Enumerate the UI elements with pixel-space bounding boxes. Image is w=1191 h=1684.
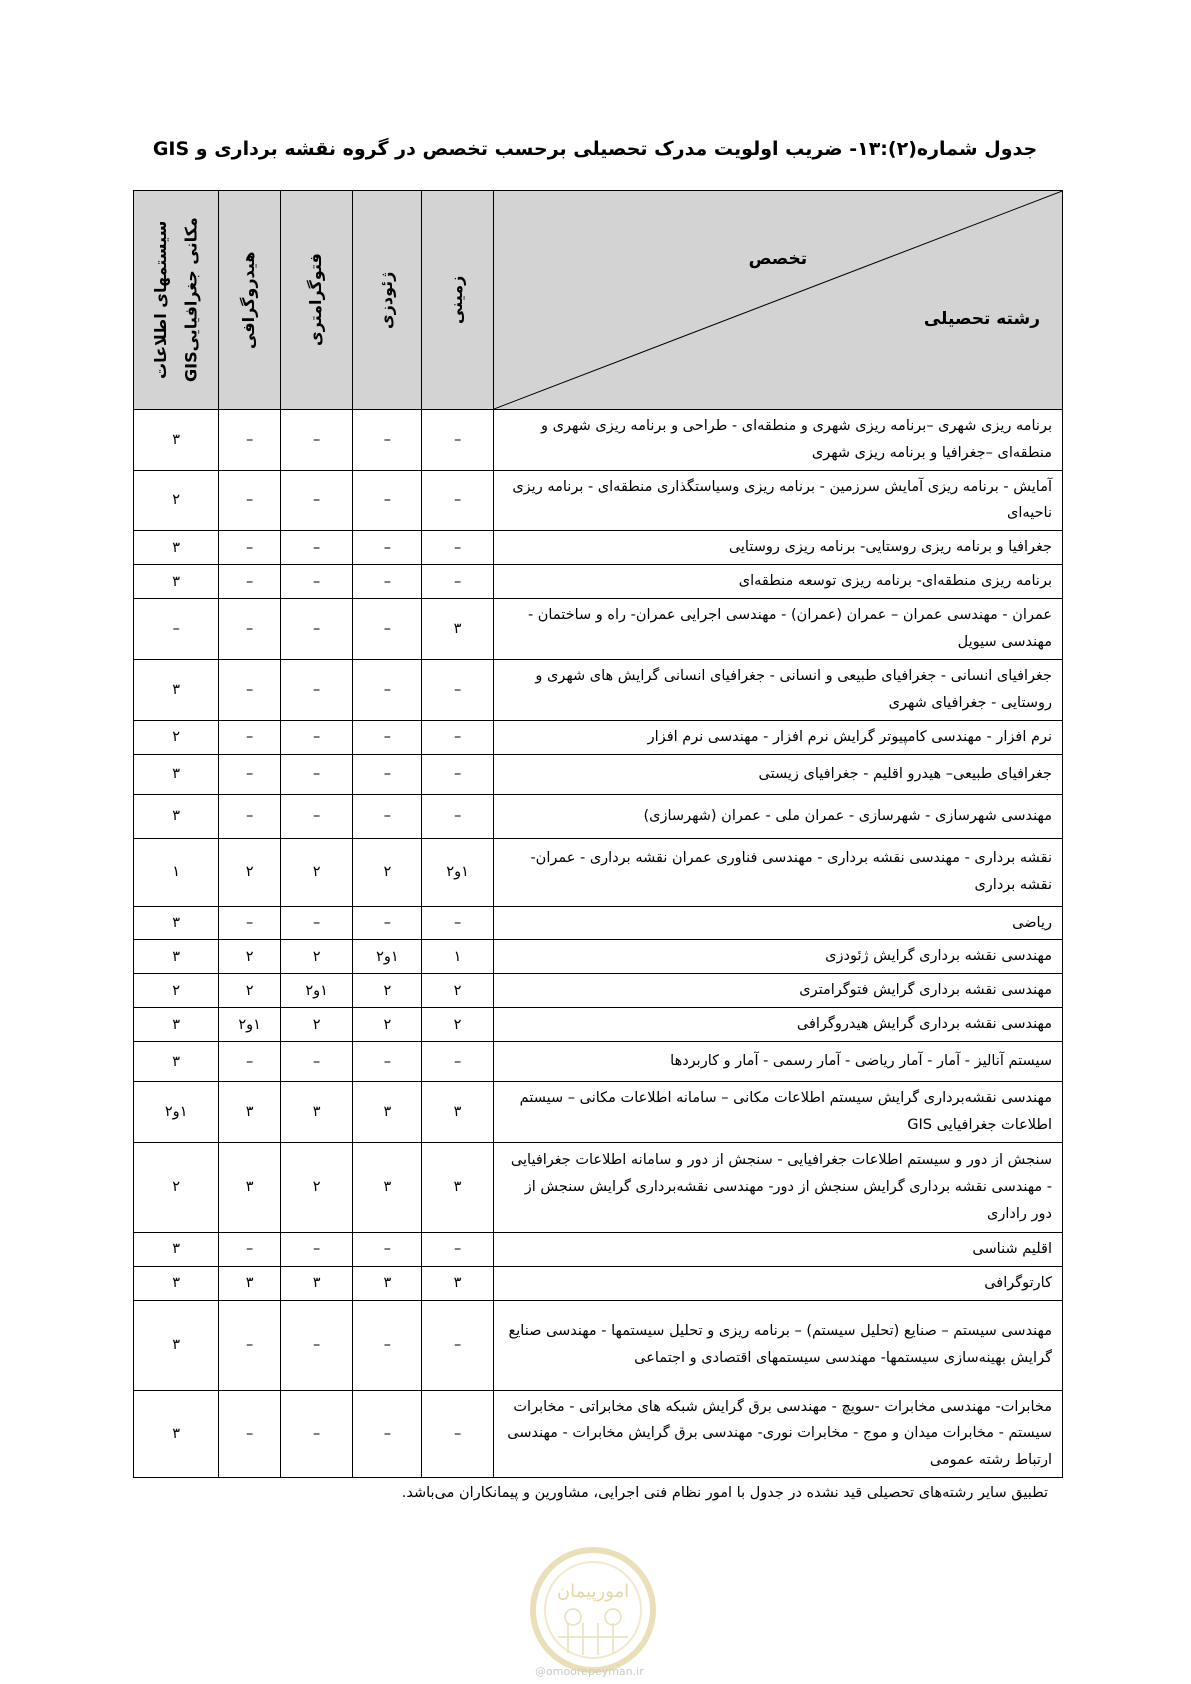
coefficient-table (133, 190, 1063, 1478)
coefficient-cell: ۲ (219, 838, 281, 906)
table-row (134, 1082, 1063, 1143)
coefficient-cell: – (219, 1300, 281, 1390)
table-row (134, 1042, 1063, 1082)
coefficient-cell: ۱و۲ (134, 1082, 219, 1143)
coefficient-cell: ۲ (422, 974, 493, 1008)
coefficient-cell: ۳ (134, 754, 219, 794)
coefficient-cell: ۳ (422, 599, 493, 660)
coefficient-cell: – (422, 1300, 493, 1390)
coefficient-cell: ۳ (280, 1082, 352, 1143)
table-row (134, 754, 1063, 794)
coefficient-cell: – (422, 565, 493, 599)
coefficient-cell: – (422, 1390, 493, 1477)
coefficient-cell: – (422, 1232, 493, 1266)
table-row (134, 838, 1063, 906)
coefficient-cell: – (353, 906, 422, 940)
coefficient-cell: ۳ (134, 531, 219, 565)
table-row (134, 1008, 1063, 1042)
coefficient-cell: ۱ (422, 940, 493, 974)
coefficient-cell: – (219, 531, 281, 565)
field-name-cell: اقلیم شناسی (493, 1232, 1062, 1266)
coefficient-cell: ۲ (353, 838, 422, 906)
column-header-zamini: زمینی (422, 191, 493, 410)
coefficient-cell: – (219, 754, 281, 794)
coefficient-cell: ۱و۲ (219, 1008, 281, 1042)
coefficient-cell: ۱و۲ (422, 838, 493, 906)
coefficient-cell: – (280, 599, 352, 660)
header-corner-cell (493, 191, 1062, 410)
svg-text:امورپیمان: امورپیمان (556, 1581, 630, 1602)
coefficient-cell: – (422, 720, 493, 754)
coefficient-cell: – (280, 720, 352, 754)
table-row (134, 720, 1063, 754)
column-header-geodesy: ژئودزی (353, 191, 422, 410)
column-header-gis: سیستمهای اطلاعات مکانی جغرافیاییGIS (134, 191, 219, 410)
coefficient-cell: – (353, 1042, 422, 1082)
coefficient-cell: – (353, 599, 422, 660)
coefficient-cell: ۳ (422, 1142, 493, 1232)
coefficient-cell: – (353, 470, 422, 531)
coefficient-cell: – (280, 1232, 352, 1266)
table-row (134, 659, 1063, 720)
coefficient-cell: – (353, 531, 422, 565)
coefficient-cell: – (280, 531, 352, 565)
coefficient-cell: ۲ (134, 1142, 219, 1232)
coefficient-cell: – (422, 906, 493, 940)
header-specialty: تخصص (748, 249, 808, 269)
table-row (134, 410, 1063, 471)
column-header-photogrammetry: فتوگرامتری (280, 191, 352, 410)
table-row (134, 1232, 1063, 1266)
coefficient-cell: – (353, 720, 422, 754)
table-row (134, 1300, 1063, 1390)
coefficient-cell: ۳ (353, 1142, 422, 1232)
field-name-cell: مهندسی شهرسازی - شهرسازی - عمران ملی - عمران (شهرسازی) (493, 794, 1062, 838)
field-name-cell: مهندسی نقشه برداری گرایش فتوگرامتری (493, 974, 1062, 1008)
coefficient-cell: ۲ (280, 838, 352, 906)
coefficient-cell: ۲ (280, 1142, 352, 1232)
field-name-cell: عمران - مهندسی عمران – عمران (عمران) - مهندسی اجرایی عمران- راه و ساختمان - مهندسی سیویل (493, 599, 1062, 660)
coefficient-cell: – (353, 1300, 422, 1390)
field-name-cell: کارتوگرافی (493, 1266, 1062, 1300)
coefficient-cell: ۲ (134, 720, 219, 754)
coefficient-cell: – (219, 410, 281, 471)
coefficient-cell: ۱و۲ (280, 974, 352, 1008)
coefficient-cell: ۳ (353, 1266, 422, 1300)
diagonal-divider (494, 191, 1062, 409)
coefficient-cell: – (219, 659, 281, 720)
coefficient-cell: ۲ (134, 470, 219, 531)
field-name-cell: مهندسی سیستم – صنایع (تحلیل سیستم) – برنامه ریزی و تحلیل سیستمها - مهندسی صنایع گرایش بهینه‌سازی سیستمها- مهندسی سیستمهای اقتصادی و اجتماعی (493, 1300, 1062, 1390)
coefficient-cell: – (280, 906, 352, 940)
coefficient-cell: ۳ (280, 1266, 352, 1300)
coefficient-cell: ۳ (134, 1390, 219, 1477)
field-name-cell: برنامه ریزی شهری –برنامه ریزی شهری و منطقه‌ای - طراحی و برنامه ریزی شهری و منطقه‌ای –جغرافیا و برنامه ریزی شهری (493, 410, 1062, 471)
table-row (134, 531, 1063, 565)
coefficient-cell: – (353, 754, 422, 794)
coefficient-cell: – (219, 1390, 281, 1477)
coefficient-cell: – (219, 1042, 281, 1082)
coefficient-cell: ۲ (280, 1008, 352, 1042)
coefficient-cell: – (353, 1390, 422, 1477)
watermark-handle: @omoorepeyman.ir (535, 1665, 644, 1678)
table-row (134, 1266, 1063, 1300)
coefficient-cell: – (219, 599, 281, 660)
field-name-cell: مهندسی نقشه برداری گرایش هیدروگرافی (493, 1008, 1062, 1042)
coefficient-cell: – (219, 565, 281, 599)
field-name-cell: جغرافیا و برنامه ریزی روستایی- برنامه ریزی روستایی (493, 531, 1062, 565)
coefficient-cell: ۲ (353, 974, 422, 1008)
coefficient-cell: – (219, 470, 281, 531)
table-header-row (134, 191, 1063, 410)
field-name-cell: آمایش - برنامه ریزی آمایش سرزمین - برنامه ریزی وسیاستگذاری منطقه‌ای - برنامه ریزی ناحیه‌ای (493, 470, 1062, 531)
coefficient-cell: – (422, 410, 493, 471)
table-row (134, 794, 1063, 838)
field-name-cell: سنجش از دور و سیستم اطلاعات جغرافیایی - سنجش از دور و سامانه اطلاعات جغرافیایی - مهندسی نقشه برداری گرایش سنجش از دور- مهندسی نقشه‌برداری گرایش سنجش از دور راداری (493, 1142, 1062, 1232)
coefficient-cell: ۳ (134, 794, 219, 838)
coefficient-cell: ۳ (134, 1300, 219, 1390)
coefficient-cell: – (353, 794, 422, 838)
table-row (134, 940, 1063, 974)
coefficient-cell: – (353, 1232, 422, 1266)
coefficient-cell: – (280, 659, 352, 720)
coefficient-cell: ۲ (422, 1008, 493, 1042)
coefficient-cell: ۳ (353, 1082, 422, 1143)
table-row (134, 974, 1063, 1008)
coefficient-cell: – (353, 410, 422, 471)
table-row (134, 470, 1063, 531)
coefficient-cell: – (219, 1232, 281, 1266)
field-name-cell: نقشه برداری - مهندسی نقشه برداری - مهندسی فناوری عمران نقشه برداری - عمران-نقشه برداری (493, 838, 1062, 906)
coefficient-cell: ۳ (134, 1042, 219, 1082)
field-name-cell: جغرافیای طبیعی– هیدرو اقلیم - جغرافیای زیستی (493, 754, 1062, 794)
coefficient-cell: ۳ (134, 1266, 219, 1300)
coefficient-cell: – (134, 599, 219, 660)
coefficient-cell: – (422, 794, 493, 838)
coefficient-cell: ۳ (134, 1232, 219, 1266)
seal-logo-icon (528, 1545, 658, 1675)
coefficient-cell: ۳ (422, 1266, 493, 1300)
coefficient-cell: – (422, 659, 493, 720)
field-name-cell: مهندسی نقشه‌برداری گرایش سیستم اطلاعات مکانی – سامانه اطلاعات مکانی – سیستم اطلاعات جغرافیایی GIS (493, 1082, 1062, 1143)
coefficient-cell: – (219, 720, 281, 754)
coefficient-cell: – (219, 906, 281, 940)
coefficient-cell: ۳ (422, 1082, 493, 1143)
coefficient-cell: – (280, 754, 352, 794)
table-row (134, 599, 1063, 660)
field-name-cell: برنامه ریزی منطقه‌ای- برنامه ریزی توسعه منطقه‌ای (493, 565, 1062, 599)
coefficient-cell: ۳ (134, 565, 219, 599)
coefficient-cell: ۳ (219, 1266, 281, 1300)
coefficient-cell: ۳ (134, 410, 219, 471)
coefficient-cell: – (422, 754, 493, 794)
coefficient-cell: – (280, 565, 352, 599)
coefficient-cell: ۱و۲ (353, 940, 422, 974)
coefficient-cell: – (280, 1390, 352, 1477)
field-name-cell: نرم افزار - مهندسی کامپیوتر گرایش نرم افزار - مهندسی نرم افزار (493, 720, 1062, 754)
coefficient-cell: – (422, 531, 493, 565)
field-name-cell: جغرافیای انسانی - جغرافیای طبیعی و انسانی - جغرافیای انسانی گرایش های شهری و روستایی - جغرافیای شهری (493, 659, 1062, 720)
coefficient-cell: – (422, 1042, 493, 1082)
coefficient-cell: ۲ (219, 940, 281, 974)
coefficient-cell: ۲ (280, 940, 352, 974)
coefficient-cell: – (422, 470, 493, 531)
coefficient-cell: – (353, 659, 422, 720)
coefficient-cell: ۳ (219, 1082, 281, 1143)
coefficient-cell: – (280, 470, 352, 531)
coefficient-cell: ۳ (134, 1008, 219, 1042)
field-name-cell: مهندسی نقشه برداری گرایش ژئودزی (493, 940, 1062, 974)
coefficient-cell: – (353, 565, 422, 599)
footnote: تطبیق سایر رشته‌های تحصیلی قید نشده در جدول با امور نظام فنی اجرایی، مشاورین و پیمانکاران می‌باشد. (401, 1485, 1048, 1501)
coefficient-cell: ۳ (134, 940, 219, 974)
coefficient-cell: – (280, 410, 352, 471)
coefficient-cell: ۳ (134, 906, 219, 940)
coefficient-cell: ۳ (219, 1142, 281, 1232)
coefficient-cell: – (280, 1042, 352, 1082)
coefficient-cell: ۱ (134, 838, 219, 906)
field-name-cell: ریاضی (493, 906, 1062, 940)
table-row (134, 1390, 1063, 1477)
coefficient-cell: – (219, 794, 281, 838)
table-row (134, 1142, 1063, 1232)
coefficient-cell: ۲ (353, 1008, 422, 1042)
column-header-hydrography: هیدروگرافی (219, 191, 281, 410)
page-title: جدول شماره(۲):۱۳- ضریب اولویت مدرک تحصیلی برحسب تخصص در گروه نقشه برداری و GIS (152, 138, 1038, 160)
table-row (134, 906, 1063, 940)
coefficient-cell: – (280, 1300, 352, 1390)
header-field: رشته تحصیلی (923, 309, 1040, 329)
field-name-cell: سیستم آنالیز - آمار - آمار ریاضی - آمار رسمی - آمار و کاربردها (493, 1042, 1062, 1082)
coefficient-cell: ۲ (134, 974, 219, 1008)
coefficient-cell: – (280, 794, 352, 838)
table-row (134, 565, 1063, 599)
coefficient-cell: ۳ (134, 659, 219, 720)
coefficient-cell: ۲ (219, 974, 281, 1008)
field-name-cell: مخابرات- مهندسی مخابرات -سویچ - مهندسی برق گرایش شبکه های مخابراتی - مخابرات سیستم - مخابرات میدان و موج - مخابرات نوری- مهندسی برق گرایش مخابرات - مهندسی ارتباط رشته عمومی (493, 1390, 1062, 1477)
